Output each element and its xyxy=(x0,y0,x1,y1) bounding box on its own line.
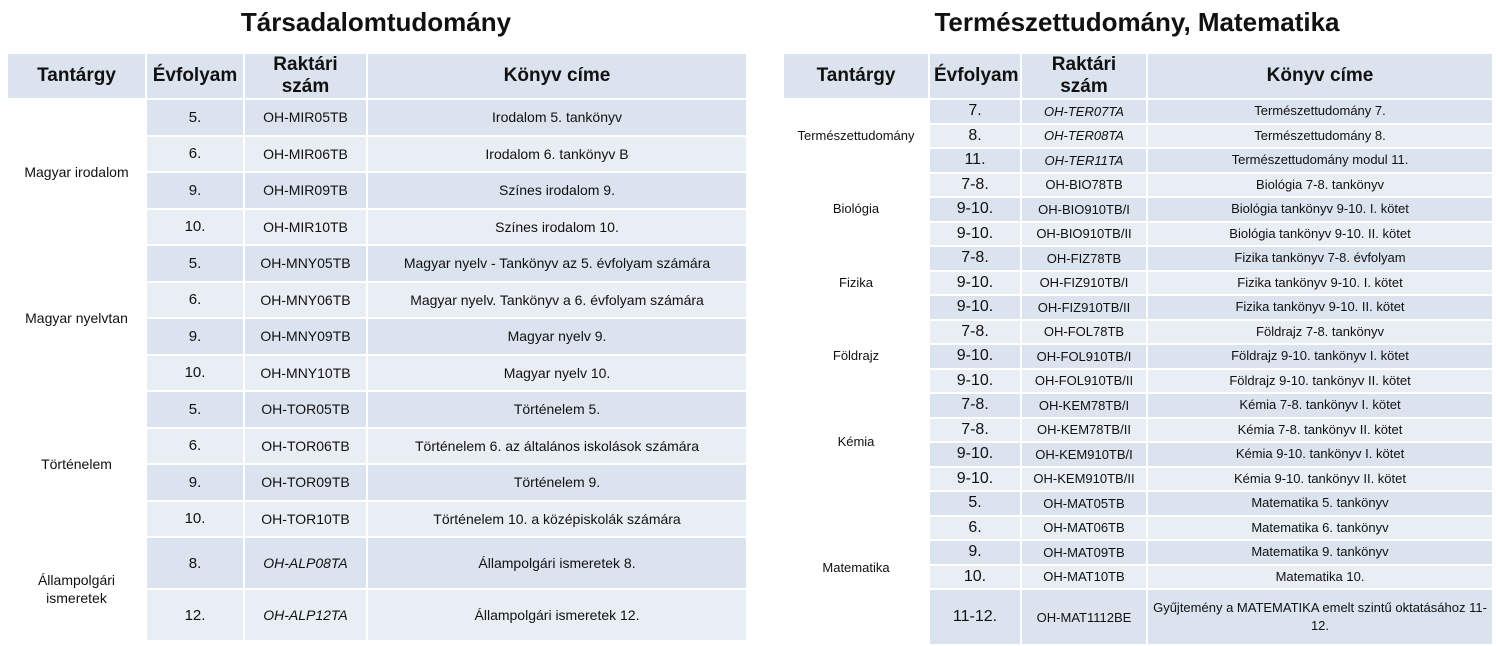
code-cell: OH-BIO910TB/I xyxy=(1021,197,1147,222)
table-row xyxy=(783,320,1493,345)
subject-cell: Kémia xyxy=(783,393,929,491)
book-title-cell: Matematika 10. xyxy=(1147,565,1493,590)
code-cell: OH-MIR10TB xyxy=(244,209,367,246)
grade-cell: 7-8. xyxy=(929,246,1021,271)
table-row xyxy=(7,99,747,136)
book-title-cell: Földrajz 7-8. tankönyv xyxy=(1147,320,1493,345)
subject-cell: Történelem xyxy=(7,391,146,537)
subject-cell: Magyar irodalom xyxy=(7,99,146,245)
table-header-row xyxy=(7,53,747,99)
grade-cell: 7-8. xyxy=(929,320,1021,345)
table-row xyxy=(783,99,1493,124)
book-title-cell: Matematika 6. tankönyv xyxy=(1147,516,1493,541)
book-title-cell: Fizika tankönyv 9-10. II. kötet xyxy=(1147,295,1493,320)
book-title-cell: Fizika tankönyv 9-10. I. kötet xyxy=(1147,271,1493,296)
code-cell: OH-MNY05TB xyxy=(244,245,367,282)
social-science-table xyxy=(6,52,748,642)
code-cell: OH-FIZ78TB xyxy=(1021,246,1147,271)
subject-cell: Földrajz xyxy=(783,320,929,394)
book-title-cell: Történelem 10. a középiskolák számára xyxy=(367,501,747,538)
grade-cell: 9-10. xyxy=(929,344,1021,369)
grade-cell: 9-10. xyxy=(929,369,1021,394)
subject-cell: Biológia xyxy=(783,173,929,247)
grade-cell: 7-8. xyxy=(929,173,1021,198)
code-cell: OH-KEM78TB/I xyxy=(1021,393,1147,418)
grade-cell: 9-10. xyxy=(929,295,1021,320)
book-title-cell: Történelem 6. az általános iskolások számára xyxy=(367,428,747,465)
grade-cell: 9. xyxy=(146,464,244,501)
grade-cell: 8. xyxy=(146,537,244,589)
code-cell: OH-MAT09TB xyxy=(1021,540,1147,565)
grade-cell: 6. xyxy=(146,428,244,465)
code-cell: OH-FIZ910TB/II xyxy=(1021,295,1147,320)
science-math-table xyxy=(782,52,1494,646)
code-cell: OH-MAT05TB xyxy=(1021,491,1147,516)
subject-cell: Fizika xyxy=(783,246,929,320)
grade-cell: 8. xyxy=(929,124,1021,149)
code-cell: OH-TOR06TB xyxy=(244,428,367,465)
book-title-cell: Kémia 7-8. tankönyv II. kötet xyxy=(1147,418,1493,443)
book-title-cell: Földrajz 9-10. tankönyv II. kötet xyxy=(1147,369,1493,394)
grade-cell: 7. xyxy=(929,99,1021,124)
code-cell: OH-MNY09TB xyxy=(244,318,367,355)
right-section-title: Természettudomány, Matematika xyxy=(934,7,1340,37)
book-title-cell: Biológia tankönyv 9-10. I. kötet xyxy=(1147,197,1493,222)
code-cell: OH-MIR05TB xyxy=(244,99,367,136)
book-title-cell: Földrajz 9-10. tankönyv I. kötet xyxy=(1147,344,1493,369)
table-row xyxy=(783,173,1493,198)
grade-cell: 9. xyxy=(146,172,244,209)
grade-cell: 5. xyxy=(146,391,244,428)
grade-cell: 11-12. xyxy=(929,589,1021,645)
book-title-cell: Irodalom 5. tankönyv xyxy=(367,99,747,136)
table-header-row xyxy=(783,53,1493,99)
book-title-cell: Természettudomány 8. xyxy=(1147,124,1493,149)
code-cell: OH-TER07TA xyxy=(1021,99,1147,124)
header-subject: Tantárgy xyxy=(7,53,146,99)
grade-cell: 6. xyxy=(146,136,244,173)
code-cell: OH-TOR09TB xyxy=(244,464,367,501)
book-title-cell: Magyar nyelv - Tankönyv az 5. évfolyam számára xyxy=(367,245,747,282)
grade-cell: 6. xyxy=(146,282,244,319)
table-row xyxy=(783,246,1493,271)
book-title-cell: Gyűjtemény a MATEMATIKA emelt szintű oktatásához 11-12. xyxy=(1147,589,1493,645)
book-title-cell: Irodalom 6. tankönyv B xyxy=(367,136,747,173)
table-row xyxy=(7,245,747,282)
grade-cell: 9-10. xyxy=(929,222,1021,247)
header-subject: Tantárgy xyxy=(783,53,929,99)
grade-cell: 7-8. xyxy=(929,418,1021,443)
code-cell: OH-MAT10TB xyxy=(1021,565,1147,590)
grade-cell: 12. xyxy=(146,589,244,641)
code-cell: OH-FOL78TB xyxy=(1021,320,1147,345)
code-cell: OH-MAT06TB xyxy=(1021,516,1147,541)
code-cell: OH-ALP12TA xyxy=(244,589,367,641)
grade-cell: 9-10. xyxy=(929,197,1021,222)
book-title-cell: Állampolgári ismeretek 12. xyxy=(367,589,747,641)
header-code: Raktári szám xyxy=(244,53,367,99)
code-cell: OH-TER08TA xyxy=(1021,124,1147,149)
code-cell: OH-FIZ910TB/I xyxy=(1021,271,1147,296)
code-cell: OH-MNY10TB xyxy=(244,355,367,392)
grade-cell: 5. xyxy=(146,245,244,282)
left-section-title: Társadalomtudomány xyxy=(240,7,512,37)
book-title-cell: Történelem 9. xyxy=(367,464,747,501)
book-title-cell: Színes irodalom 10. xyxy=(367,209,747,246)
header-title: Könyv címe xyxy=(1147,53,1493,99)
table-row xyxy=(7,391,747,428)
grade-cell: 9. xyxy=(146,318,244,355)
code-cell: OH-ALP08TA xyxy=(244,537,367,589)
header-grade: Évfolyam xyxy=(146,53,244,99)
code-cell: OH-TOR05TB xyxy=(244,391,367,428)
header-grade: Évfolyam xyxy=(929,53,1021,99)
grade-cell: 9-10. xyxy=(929,467,1021,492)
code-cell: OH-FOL910TB/I xyxy=(1021,344,1147,369)
code-cell: OH-MAT1112BE xyxy=(1021,589,1147,645)
book-title-cell: Biológia 7-8. tankönyv xyxy=(1147,173,1493,198)
grade-cell: 10. xyxy=(146,501,244,538)
subject-cell: Magyar nyelvtan xyxy=(7,245,146,391)
table-row xyxy=(783,491,1493,516)
header-title: Könyv címe xyxy=(367,53,747,99)
code-cell: OH-FOL910TB/II xyxy=(1021,369,1147,394)
grade-cell: 7-8. xyxy=(929,393,1021,418)
book-title-cell: Természettudomány 7. xyxy=(1147,99,1493,124)
book-title-cell: Magyar nyelv 10. xyxy=(367,355,747,392)
grade-cell: 9-10. xyxy=(929,271,1021,296)
book-title-cell: Természettudomány modul 11. xyxy=(1147,148,1493,173)
book-title-cell: Színes irodalom 9. xyxy=(367,172,747,209)
book-title-cell: Állampolgári ismeretek 8. xyxy=(367,537,747,589)
code-cell: OH-TER11TA xyxy=(1021,148,1147,173)
book-title-cell: Fizika tankönyv 7-8. évfolyam xyxy=(1147,246,1493,271)
book-title-cell: Magyar nyelv. Tankönyv a 6. évfolyam számára xyxy=(367,282,747,319)
code-cell: OH-MIR09TB xyxy=(244,172,367,209)
book-title-cell: Magyar nyelv 9. xyxy=(367,318,747,355)
grade-cell: 10. xyxy=(929,565,1021,590)
subject-cell: Természettudomány xyxy=(783,99,929,173)
table-row xyxy=(7,537,747,589)
code-cell: OH-TOR10TB xyxy=(244,501,367,538)
grade-cell: 10. xyxy=(146,355,244,392)
code-cell: OH-KEM910TB/II xyxy=(1021,467,1147,492)
grade-cell: 6. xyxy=(929,516,1021,541)
book-title-cell: Biológia tankönyv 9-10. II. kötet xyxy=(1147,222,1493,247)
subject-cell: Állampolgári ismeretek xyxy=(7,537,146,641)
grade-cell: 11. xyxy=(929,148,1021,173)
subject-cell: Matematika xyxy=(783,491,929,645)
code-cell: OH-KEM910TB/I xyxy=(1021,442,1147,467)
code-cell: OH-BIO78TB xyxy=(1021,173,1147,198)
grade-cell: 9-10. xyxy=(929,442,1021,467)
book-title-cell: Matematika 9. tankönyv xyxy=(1147,540,1493,565)
grade-cell: 5. xyxy=(929,491,1021,516)
book-title-cell: Történelem 5. xyxy=(367,391,747,428)
code-cell: OH-MIR06TB xyxy=(244,136,367,173)
book-title-cell: Kémia 7-8. tankönyv I. kötet xyxy=(1147,393,1493,418)
header-code: Raktári szám xyxy=(1021,53,1147,99)
code-cell: OH-BIO910TB/II xyxy=(1021,222,1147,247)
grade-cell: 5. xyxy=(146,99,244,136)
book-title-cell: Matematika 5. tankönyv xyxy=(1147,491,1493,516)
grade-cell: 10. xyxy=(146,209,244,246)
code-cell: OH-KEM78TB/II xyxy=(1021,418,1147,443)
code-cell: OH-MNY06TB xyxy=(244,282,367,319)
book-title-cell: Kémia 9-10. tankönyv I. kötet xyxy=(1147,442,1493,467)
grade-cell: 9. xyxy=(929,540,1021,565)
book-title-cell: Kémia 9-10. tankönyv II. kötet xyxy=(1147,467,1493,492)
table-row xyxy=(783,393,1493,418)
